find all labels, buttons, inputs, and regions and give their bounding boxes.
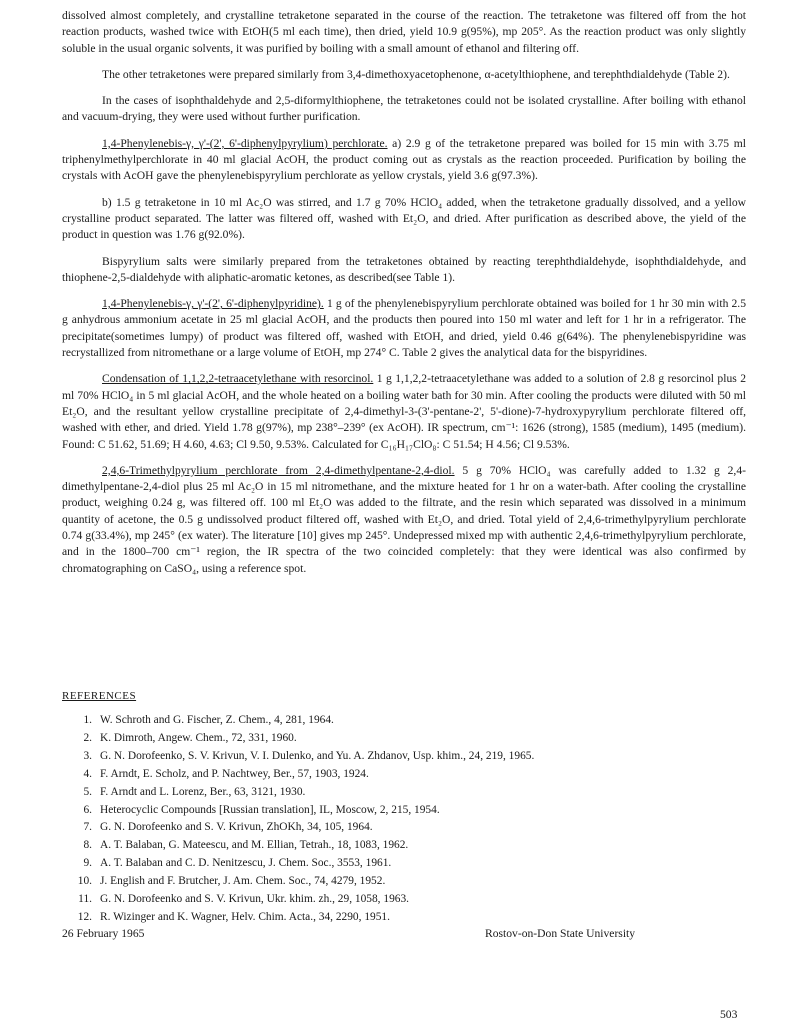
- paragraph-text: a) 2.9 g of the tetraketone prepared was boiled for 15 min with 3.75 ml triphenylmethylperchlorate in 40 ml glacial AcOH, the product coming out as crystals as the reaction proceeded. Purification by boiling the crystals with AcOH gave the phenylenebispyrylium perchlorate as yellow crystals, yield 3.6 g(97.3%).: [62, 136, 746, 183]
- paragraph-text: In the cases of isophthaldehyde and 2,5-diformylthiophene, the tetraketones could not be isolated crystalline. After boiling with ethanol and vacuum-drying, they were used without further purification.: [62, 94, 746, 124]
- paragraph-text: 5 g 70% HClO₄ was carefully added to 1.32 g 2,4-dimethylpentane-2,4-diol plus 25 ml Ac₂O in 15 ml nitromethane, and the mixture heated for 1 hr on a water-bath. After cooling the crystalline product, weighing 0.24 g, was filtered off. 100 ml Et₂O was added to the filtrate, and the resin which separated was dissolved in a minimum quantity of acetone, the 0.5 g undissolved product filtered off, washed with Et₂O, and dried. Total yield of 2,4,6-trimethylpyrylium perchlorate 0.74 g(33.4%), mp 245° (ex water). The literature [10] gives mp 245°. Undepressed mixed mp with authentic 2,4,6-trimethylpyrylium perchlorate, and in the 1800–700 cm⁻¹ region, the IR spectra of the two coincided completely: that they were identical was also confirmed by chromatographing on CaSO₄, using a reference spot.: [62, 463, 746, 575]
- paragraph-text: The other tetraketones were prepared similarly from 3,4-dimethoxyacetophenone, α-acetylthiophene, and terephthdialdehyde (Table 2).: [102, 67, 730, 81]
- reference-number: 2.: [83, 731, 92, 744]
- reference-item: [62, 730, 742, 748]
- reference-number: 6.: [83, 803, 92, 816]
- paragraph: [62, 67, 746, 83]
- reference-text: G. N. Dorofeenko, S. V. Krivun, V. I. Dulenko, and Yu. A. Zhdanov, Usp. khim., 24, 219, 1965.: [100, 749, 535, 762]
- reference-item: [62, 855, 742, 873]
- submission-date: 26 February 1965: [62, 927, 145, 940]
- paragraph: [62, 254, 746, 287]
- reference-item: [62, 909, 742, 927]
- reference-number: 11.: [78, 893, 92, 906]
- section-heading: Condensation of 1,1,2,2-tetraacetylethane with resorcinol.: [102, 372, 374, 386]
- reference-number: 3.: [83, 749, 92, 762]
- reference-text: G. N. Dorofeenko and S. V. Krivun, Ukr. khim. zh., 29, 1058, 1963.: [100, 893, 410, 906]
- reference-text: F. Arndt, E. Scholz, and P. Nachtwey, Ber., 57, 1903, 1924.: [100, 767, 369, 780]
- paragraph: [62, 8, 746, 57]
- reference-item: [62, 712, 742, 730]
- reference-item: [62, 837, 742, 855]
- reference-text: G. N. Dorofeenko and S. V. Krivun, ZhOKh, 34, 105, 1964.: [100, 821, 373, 834]
- reference-number: 5.: [83, 785, 92, 798]
- reference-number: 12.: [77, 910, 92, 923]
- reference-item: [62, 784, 742, 802]
- section-heading: 1,4-Phenylenebis-γ, γ'-(2', 6'-diphenylpyrylium) perchlorate.: [102, 136, 388, 150]
- institution: Rostov-on-Don State University: [485, 927, 636, 940]
- reference-item: [62, 766, 742, 784]
- page-number: 503: [720, 1008, 738, 1021]
- reference-number: 7.: [83, 821, 92, 834]
- reference-text: F. Arndt and L. Lorenz, Ber., 63, 3121, 1930.: [100, 785, 306, 798]
- reference-item: [62, 802, 742, 820]
- reference-item: [62, 873, 742, 891]
- reference-number: 9.: [83, 857, 92, 870]
- references-heading: REFERENCES: [62, 690, 137, 702]
- paragraph: [62, 93, 746, 126]
- reference-text: W. Schroth and G. Fischer, Z. Chem., 4, 281, 1964.: [100, 714, 334, 726]
- section-heading: 2,4,6-Trimethylpyrylium perchlorate from 2,4-dimethylpentane-2,4-diol.: [102, 463, 455, 477]
- reference-item: [62, 891, 742, 909]
- reference-number: 8.: [83, 839, 92, 852]
- reference-item: [62, 748, 742, 766]
- reference-text: A. T. Balaban, G. Mateescu, and M. Ellian, Tetrah., 18, 1083, 1962.: [100, 839, 409, 852]
- reference-text: A. T. Balaban and C. D. Nenitzescu, J. Chem. Soc., 3553, 1961.: [100, 857, 392, 870]
- reference-text: J. English and F. Brutcher, J. Am. Chem. Soc., 74, 4279, 1952.: [100, 875, 386, 888]
- reference-text: K. Dimroth, Angew. Chem., 72, 331, 1960.: [100, 731, 297, 744]
- paragraph: [62, 296, 746, 361]
- reference-number: 4.: [83, 767, 92, 780]
- paragraph-text: 1 g 1,1,2,2-tetraacetylethane was added to a solution of 2.8 g resorcinol plus 2 ml 70% HClO₄ in 5 ml glacial AcOH, and the whole heated on a boiling water bath for 30 min. After cooling the products were diluted with 50 ml Et₂O, and the resultant yellow crystalline precipitate of 2,4-dimethyl-3-(3'-pentane-2', 5'-dione)-7-hydroxypyrylium perchlorate filtered off, washed with ether, and dried. Yield 1.78 g(97%), mp 238°–239° (ex AcOH). IR spectrum, cm⁻¹: 1626 (strong), 1585 (medium), 1495 (medium). Found: C 51.62, 51.69; H 4.60, 4.63; Cl 9.50, 9.53%. Calculated for C₁₆H₁₇ClO₈: C 51.54; H 4.56; Cl 9.53%.: [62, 372, 746, 451]
- paragraph-text: 1 g of the phenylenebispyrylium perchlorate obtained was boiled for 1 hr 30 min with 2.5 g anhydrous ammonium acetate in 25 ml glacial AcOH, and the products then poured into 150 ml water and left for 1 hr in a refrigerator. The precipitate(sometimes lumpy) of product was filtered off, washed with EtOH, and dried, yield 0.46 g(64%). The phenylenebispyridine was recrystallized from nitromethane or a large volume of EtOH, mp 274° C. Table 2 gives the analytical data for the bispyridines.: [62, 297, 747, 360]
- body-text: [62, 8, 746, 587]
- reference-number: 1.: [83, 714, 92, 726]
- paragraph: [62, 463, 746, 577]
- paragraph-text: dissolved almost completely, and crystalline tetraketone separated in the course of the reaction. The tetraketone was filtered off from the hot reaction products, washed twice with EtOH(5 ml each time), then dried, yield 10.9 g(95%), mp 205°. As the reaction product was only slightly soluble in the usual organic solvents, it was purified by boiling with a small amount of ethanol and filtering off.: [62, 9, 746, 55]
- reference-number: 10.: [77, 875, 92, 888]
- reference-text: R. Wizinger and K. Wagner, Helv. Chim. Acta., 34, 2290, 1951.: [100, 910, 390, 923]
- paragraph-text: b) 1.5 g tetraketone in 10 ml Ac₂O was stirred, and 1.7 g 70% HClO₄ added, when the tetraketone gradually dissolved, and a yellow crystalline product separated. The latter was filtered off, washed with Et₂O, and dried. After purification as described above, the yield of the product in question was 1.76 g(92.0%).: [62, 195, 746, 242]
- paragraph-text: Bispyrylium salts were similarly prepared from the tetraketones obtained by reacting terephthdialdehyde, isophthdialdehyde, and thiophene-2,5-dialdehyde with aliphatic-aromatic ketones, as described(see Table 1).: [62, 254, 746, 284]
- section-heading: 1,4-Phenylenebis-γ, γ'-(2', 6'-diphenylpyridine).: [102, 297, 324, 311]
- paragraph: [62, 371, 746, 452]
- reference-item: [62, 819, 742, 837]
- paragraph: [62, 195, 746, 244]
- references-list: [62, 712, 742, 927]
- reference-text: Heterocyclic Compounds [Russian translation], IL, Moscow, 2, 215, 1954.: [100, 803, 440, 816]
- paragraph: [62, 136, 746, 185]
